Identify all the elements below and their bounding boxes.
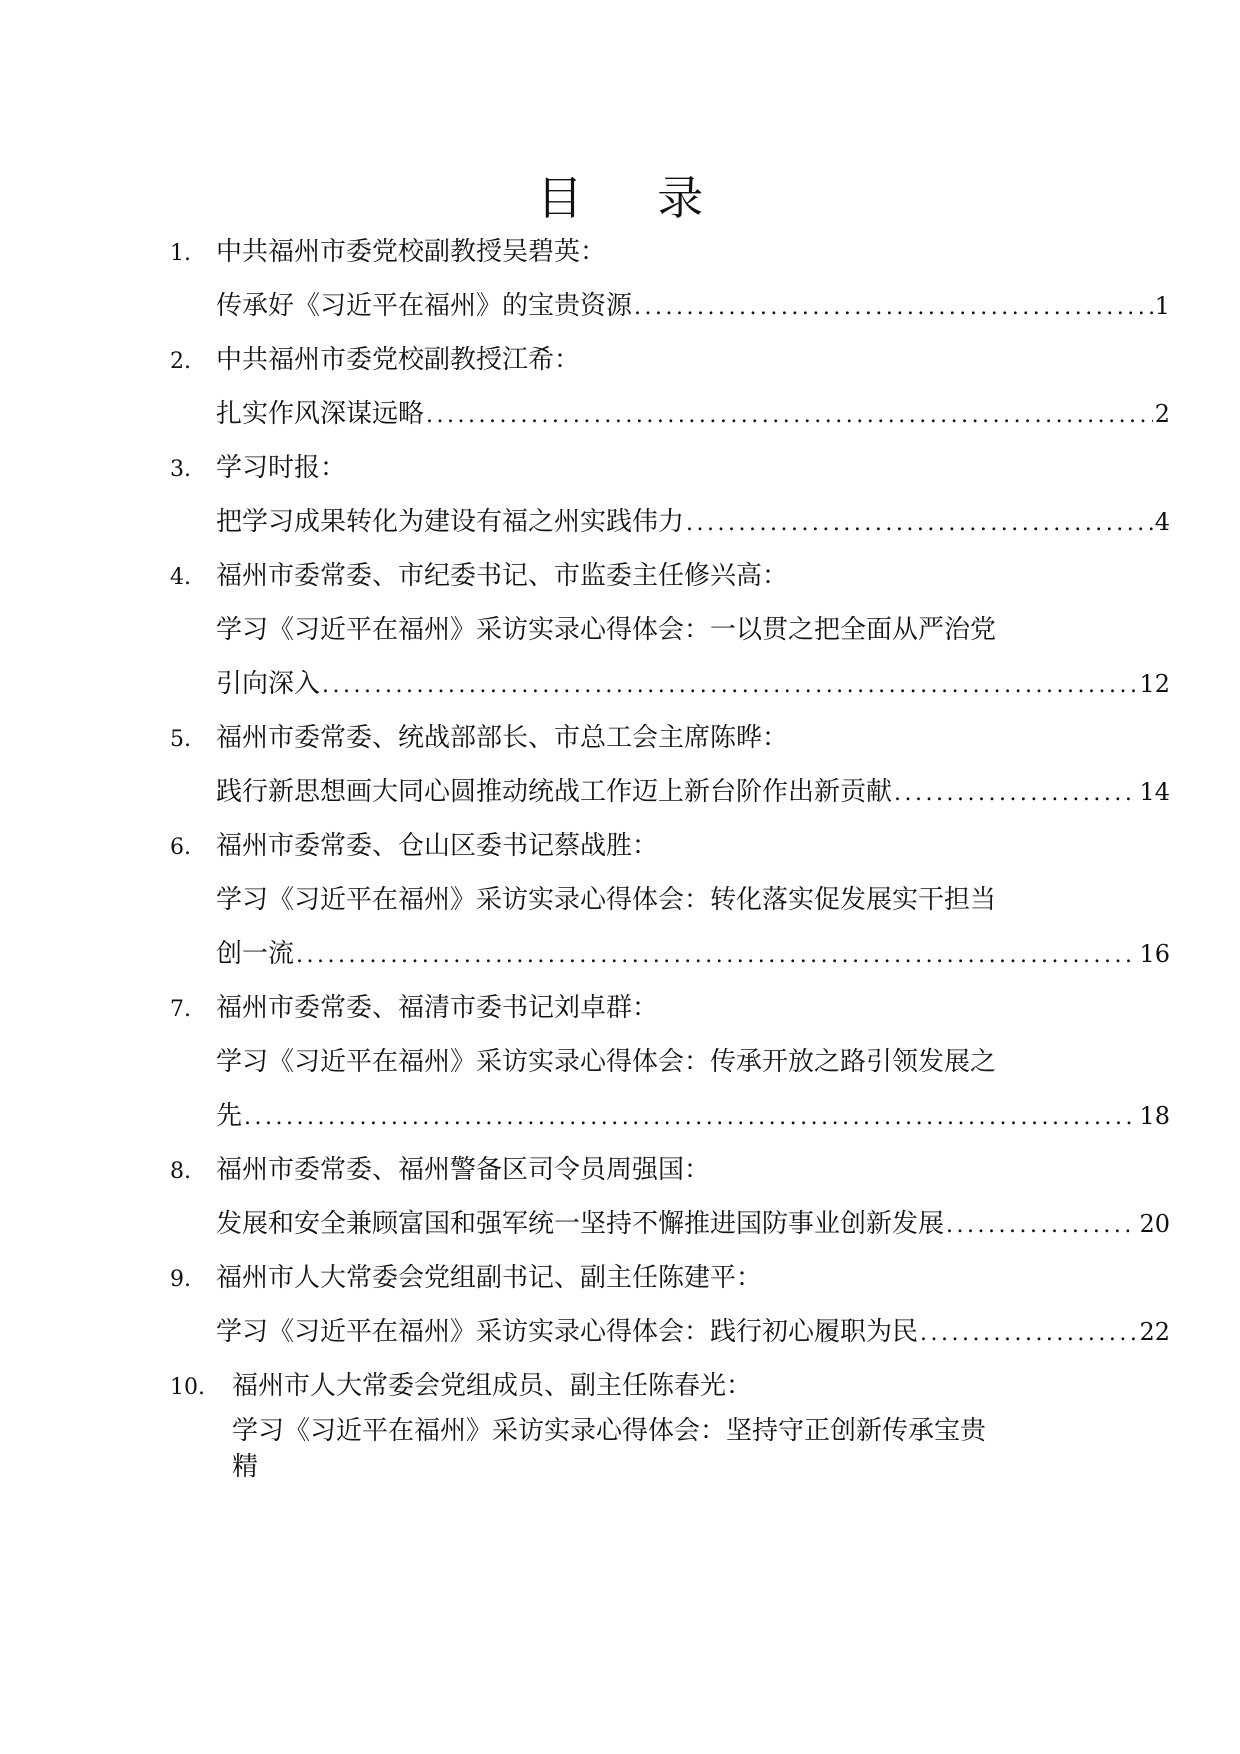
toc-entry-title-line[interactable] xyxy=(170,927,1170,981)
toc-entry xyxy=(170,225,1170,333)
toc-entry-heading-line xyxy=(170,441,1170,495)
toc-entry-heading: 中共福州市委党校副教授江希： xyxy=(216,345,581,375)
toc-entry xyxy=(170,441,1170,549)
toc-entry-heading-line xyxy=(170,549,1170,603)
toc-entry-title-line[interactable] xyxy=(170,1197,1170,1251)
dot-leader xyxy=(426,389,1153,443)
dot-leader xyxy=(920,1307,1137,1361)
toc-entry-title: 学习《习近平在福州》采访实录心得体会：践行初心履职为民 xyxy=(216,1317,919,1347)
dot-leader xyxy=(244,1091,1137,1145)
toc-entry-title-continued: 先 xyxy=(216,1101,243,1131)
toc-entry-number: 2. xyxy=(170,349,191,374)
toc-entry-title: 扎实作风深谋远略 xyxy=(216,399,425,429)
toc-entry-title-line[interactable] xyxy=(170,603,1170,657)
toc-entry-title: 践行新思想画大同心圆推动统战工作迈上新台阶作出新贡献 xyxy=(216,777,893,807)
toc-entry-heading: 学习时报： xyxy=(216,453,347,483)
toc-entry-title-line[interactable] xyxy=(170,495,1170,549)
toc-title: 目 录 xyxy=(536,171,734,225)
toc-entry-title-line[interactable] xyxy=(170,657,1170,711)
toc-page-number: 12 xyxy=(1139,670,1170,698)
toc-entry-title: 把学习成果转化为建设有福之州实践伟力 xyxy=(216,507,685,537)
toc-entry xyxy=(170,549,1170,711)
toc-entry-number: 9. xyxy=(170,1267,191,1292)
toc-entry-number: 7. xyxy=(170,997,191,1022)
toc-entry-heading: 福州市委常委、福清市委书记刘卓群： xyxy=(216,993,659,1023)
toc-entry-heading-line xyxy=(170,1359,1170,1413)
toc-entry-title-line[interactable] xyxy=(170,279,1170,333)
toc-entry xyxy=(170,711,1170,819)
toc-entry xyxy=(170,1251,1170,1359)
toc-entry-title-continued: 引向深入 xyxy=(216,669,321,699)
toc-entry xyxy=(170,981,1170,1143)
toc-entry-heading: 福州市人大常委会党组副书记、副主任陈建平： xyxy=(216,1263,763,1293)
toc-entry-heading: 福州市委常委、市纪委书记、市监委主任修兴高： xyxy=(216,561,789,591)
toc-entry-heading: 中共福州市委党校副教授吴碧英： xyxy=(216,237,607,267)
toc-entry-heading: 福州市人大常委会党组成员、副主任陈春光： xyxy=(232,1371,753,1401)
toc-entry-heading: 福州市委常委、仓山区委书记蔡战胜： xyxy=(216,831,659,861)
toc-entry xyxy=(170,1359,1170,1485)
dot-leader xyxy=(296,929,1137,983)
toc-entry-heading-line xyxy=(170,333,1170,387)
toc-page-number: 2 xyxy=(1154,400,1170,428)
toc-entry-heading-line xyxy=(170,711,1170,765)
toc-entry-number: 3. xyxy=(170,457,191,482)
toc-entry-number: 10. xyxy=(170,1375,205,1400)
toc-page-number: 18 xyxy=(1139,1102,1170,1130)
toc-entry-title-line[interactable] xyxy=(170,765,1170,819)
toc-entry-title-continued: 创一流 xyxy=(216,939,295,969)
toc-entry-heading-line xyxy=(170,819,1170,873)
toc-entry-title-line[interactable] xyxy=(170,1305,1170,1359)
toc-entry xyxy=(170,333,1170,441)
toc-page-number: 1 xyxy=(1154,292,1170,320)
toc-entry xyxy=(170,819,1170,981)
toc-entry-number: 1. xyxy=(170,241,191,266)
toc-entry-title-line[interactable] xyxy=(170,1089,1170,1143)
toc-entry-number: 8. xyxy=(170,1159,191,1184)
toc-page-number: 16 xyxy=(1139,940,1170,968)
toc-entry-heading-line xyxy=(170,225,1170,279)
toc-page-number: 14 xyxy=(1139,778,1170,806)
dot-leader xyxy=(634,281,1153,335)
dot-leader xyxy=(686,497,1153,551)
toc-entry-title-line[interactable] xyxy=(170,387,1170,441)
toc-entry-title: 学习《习近平在福州》采访实录心得体会：一以贯之把全面从严治党 xyxy=(216,615,997,645)
toc-entry-title: 发展和安全兼顾富国和强军统一坚持不懈推进国防事业创新发展 xyxy=(216,1209,945,1239)
toc-entry-heading-line xyxy=(170,1143,1170,1197)
toc-entry-heading: 福州市委常委、统战部部长、市总工会主席陈晔： xyxy=(216,723,789,753)
toc-entry-number: 5. xyxy=(170,727,191,752)
toc-entry-title: 学习《习近平在福州》采访实录心得体会：坚持守正创新传承宝贵精 xyxy=(232,1416,987,1482)
toc-entry xyxy=(170,1143,1170,1251)
toc-entry-title-line[interactable] xyxy=(170,1035,1170,1089)
toc-entry-title: 学习《习近平在福州》采访实录心得体会：传承开放之路引领发展之 xyxy=(216,1047,997,1077)
toc-page-number: 22 xyxy=(1139,1318,1170,1346)
dot-leader xyxy=(946,1199,1137,1253)
toc-entry-heading-line xyxy=(170,1251,1170,1305)
toc-entry-number: 4. xyxy=(170,565,191,590)
toc-entry-heading: 福州市委常委、福州警备区司令员周强国： xyxy=(216,1155,711,1185)
toc-entry-heading-line xyxy=(170,981,1170,1035)
dot-leader xyxy=(894,767,1137,821)
toc-entry-number: 6. xyxy=(170,835,191,860)
toc-entry-title: 传承好《习近平在福州》的宝贵资源 xyxy=(216,291,633,321)
toc-page-number: 20 xyxy=(1139,1210,1170,1238)
toc-entry-title-line[interactable] xyxy=(170,1413,992,1485)
toc-entry-title-line[interactable] xyxy=(170,873,1170,927)
toc-page-number: 4 xyxy=(1154,508,1170,536)
toc-list xyxy=(170,225,1170,1485)
dot-leader xyxy=(322,659,1137,713)
toc-entry-title: 学习《习近平在福州》采访实录心得体会：转化落实促发展实干担当 xyxy=(216,885,997,915)
